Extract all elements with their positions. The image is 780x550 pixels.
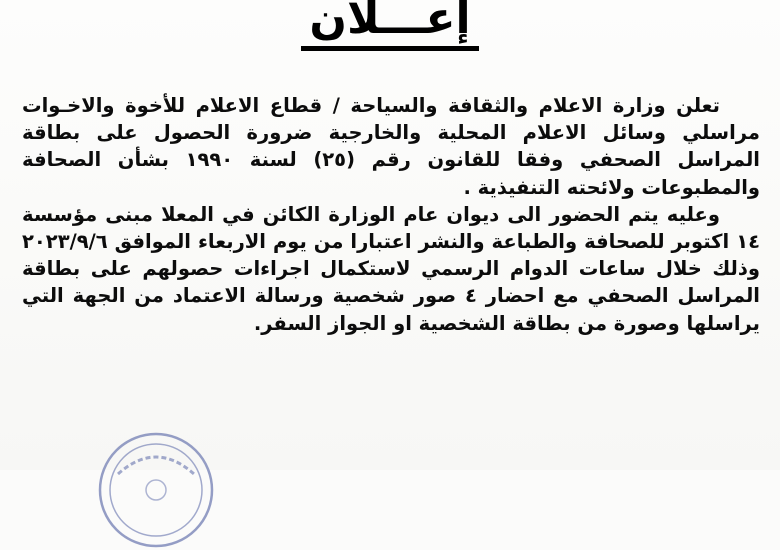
announcement-body [22, 92, 760, 337]
announcement-title: إعـــلان [301, 0, 478, 51]
paragraph-1: تعلن وزارة الاعلام والثقافة والسياحة / قطاع الاعلام للأخوة والاخـوات مراسلي وسائل الاعلام المحلية والخارجية ضرورة الحصول على بطاقة المراسل الصحفي وفقا للقانون رقم (٢٥) لسنة ١٩٩٠ بشأن الصحافة والمطبوعات ولائحته التنفيذية . [22, 94, 760, 199]
paragraph-2: وعليه يتم الحضور الى ديوان عام الوزارة الكائن في المعلا مبنى مؤسسة ١٤ اكتوبر للصحافة والطباعة والنشر اعتبارا من يوم الاربعاء الموافق ٢٠٢٣/٩/٦ وذلك خلال ساعات الدوام الرسمي لاستكمال اجراءات حصولهم على بطاقة المراسل الصحفي مع احضار ٤ صور شخصية ورسالة الاعتماد من الجهة التي يراسلها وصورة من بطاقة الشخصية او الجواز السفر. [22, 202, 760, 335]
title-container [0, 0, 780, 51]
official-seal-icon [96, 430, 216, 550]
